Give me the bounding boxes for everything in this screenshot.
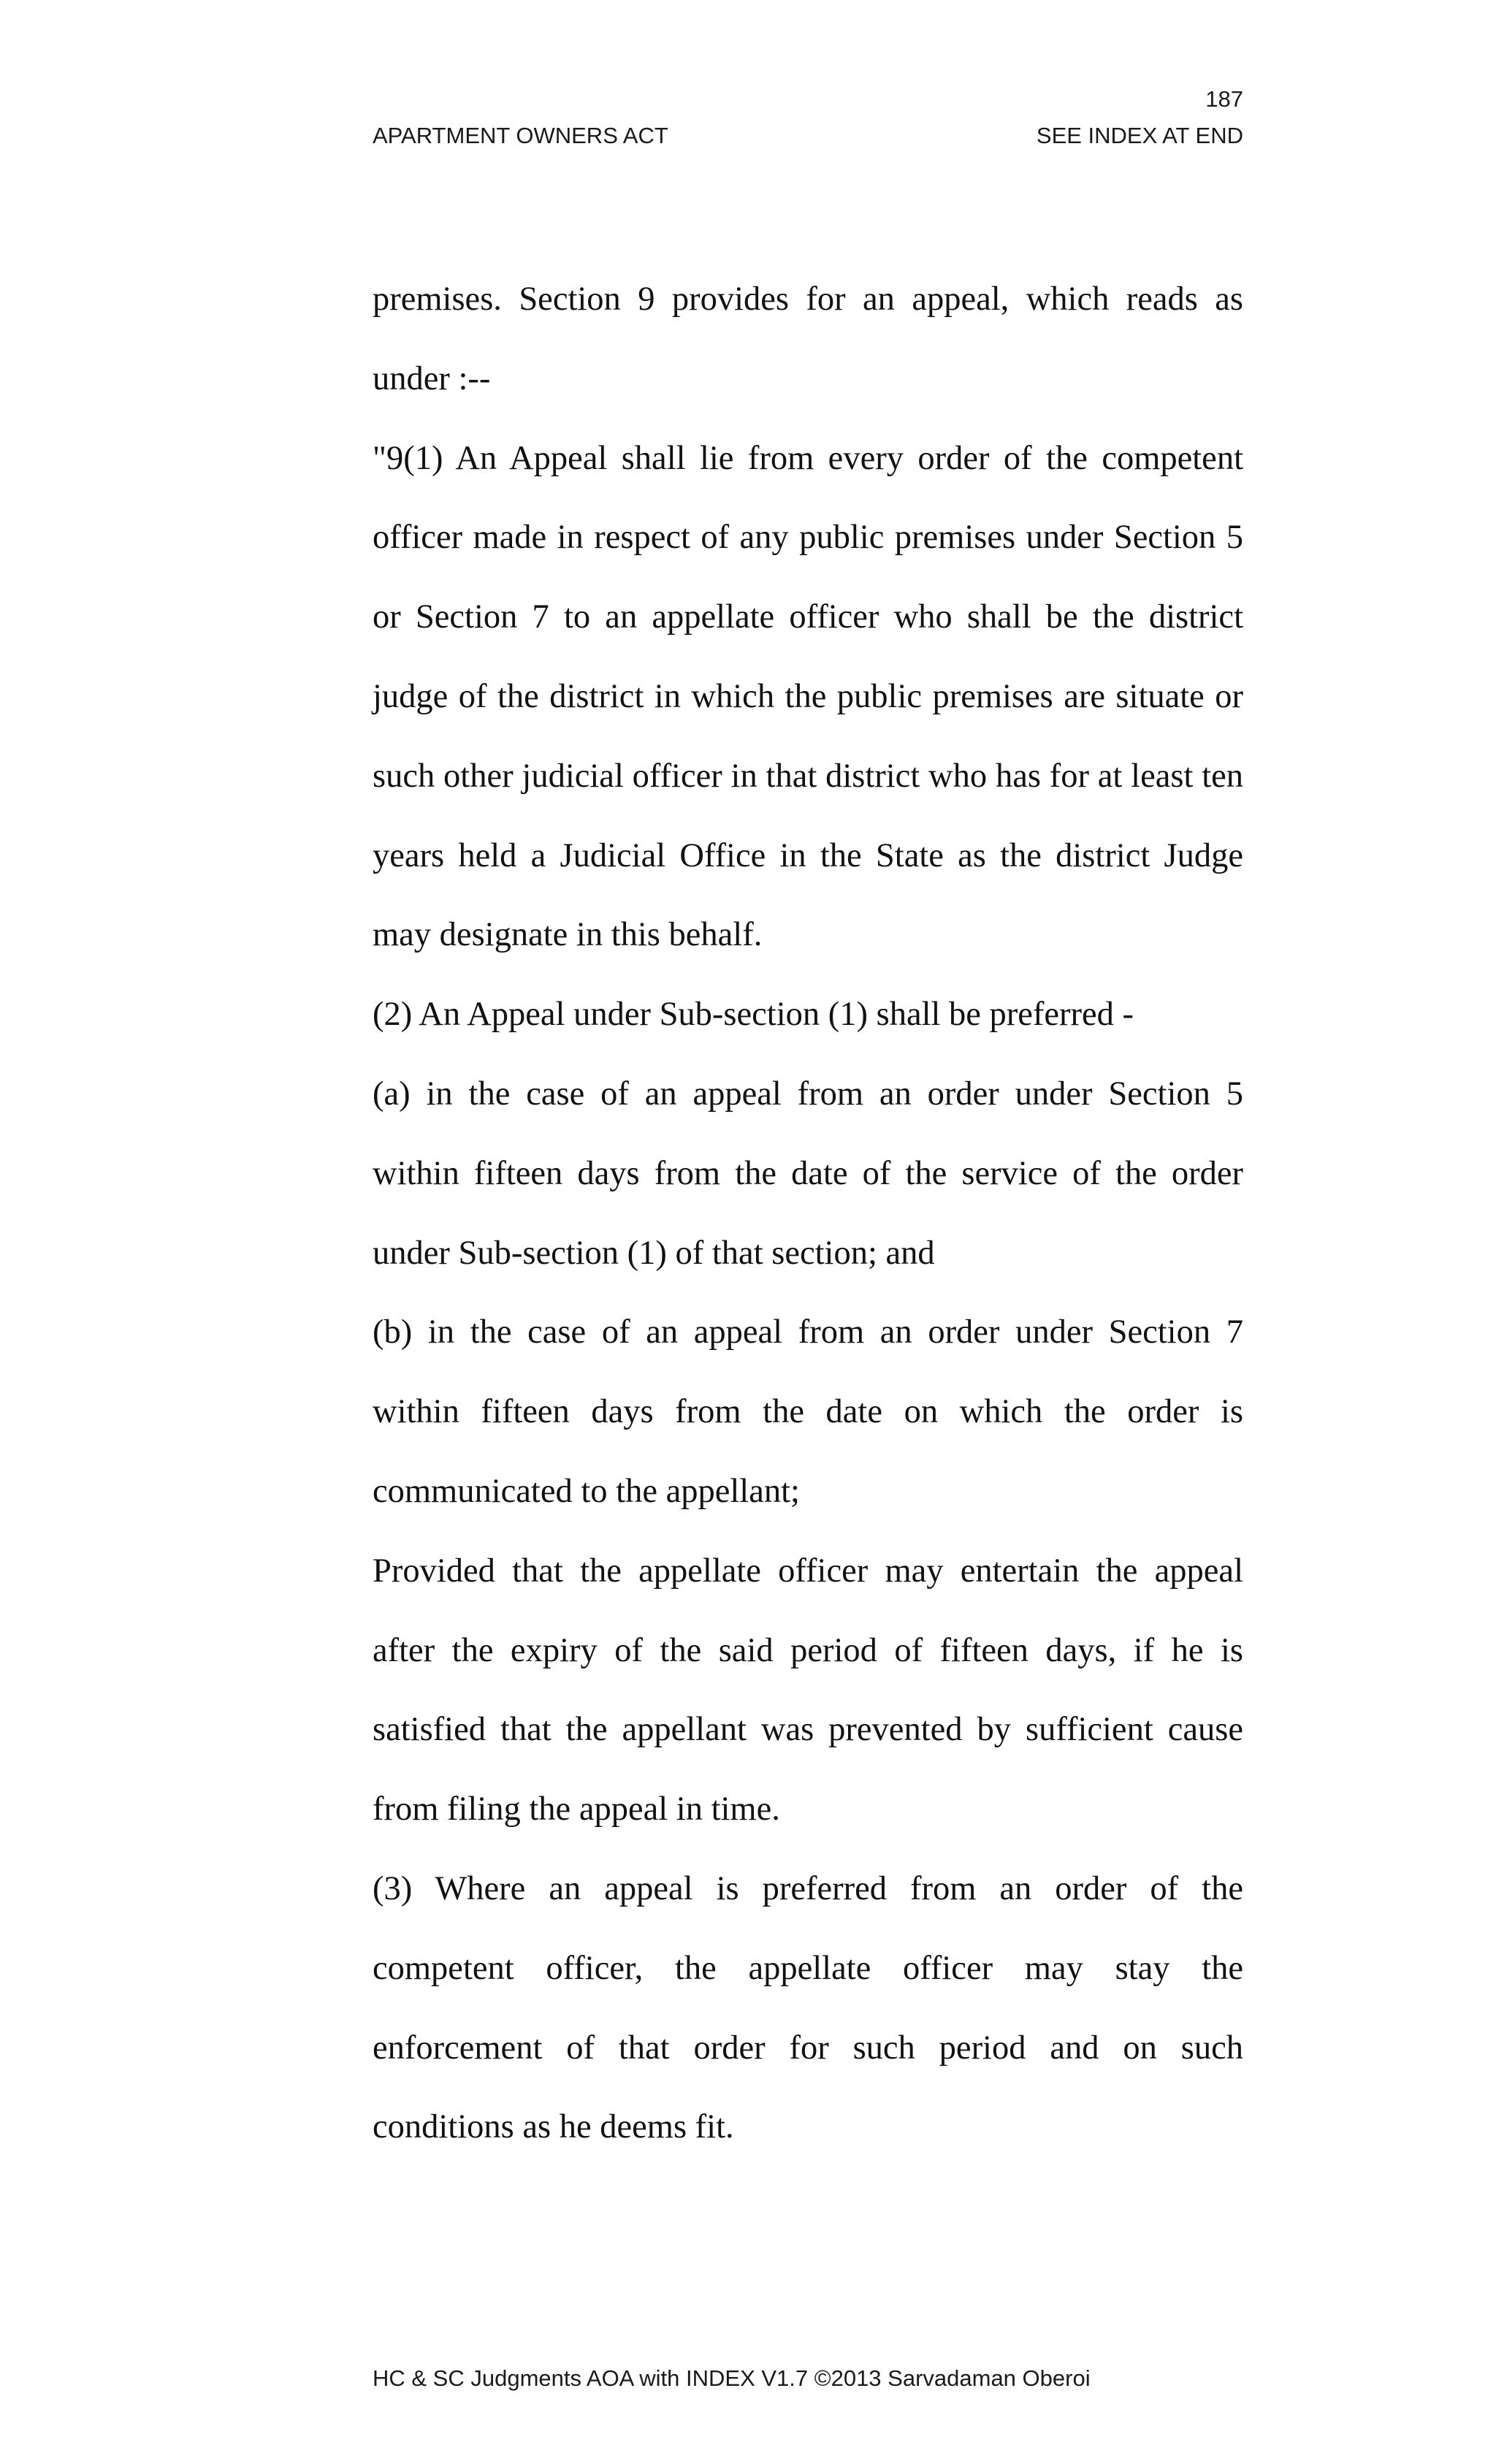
paragraph-proviso: Provided that the appellate officer may entertain the appeal after the expiry of the said period of fifteen days, if he is satisfied that the appellant was prevented by sufficient cause from filing the appeal in time. [373, 1552, 1243, 1828]
page-number: 187 [1205, 86, 1243, 112]
page-footer: HC & SC Judgments AOA with INDEX V1.7 ©2013 Sarvadaman Oberoi [373, 2365, 1091, 2391]
header-title: APARTMENT OWNERS ACT [373, 123, 668, 148]
body-text [373, 260, 1243, 2167]
paragraph-clause-a: (a) in the case of an appeal from an order under Section 5 within fifteen days from the date of the service of the order under Sub-section (1) of that section; and [373, 1075, 1243, 1272]
paragraph-intro: premises. Section 9 provides for an appeal, which reads as under :-- [373, 281, 1243, 397]
header-index-note: SEE INDEX AT END [1036, 123, 1243, 148]
paragraph-section-9-1: "9(1) An Appeal shall lie from every order of the competent officer made in respect of any public premises under Section 5 or Section 7 to an appellate officer who shall be the district judge of the district in which the public premises are situate or such other judicial officer in that district who has for at least ten years held a Judicial Office in the State as the district Judge may designate in this behalf. [373, 439, 1243, 954]
paragraph-section-9-2: (2) An Appeal under Sub-section (1) shall be preferred - [373, 996, 1134, 1034]
running-header [373, 123, 1243, 149]
paragraph-section-9-3: (3) Where an appeal is preferred from an order of the competent officer, the appellate officer may stay the enforcement of that order for such period and on such conditions as he deems fit. [373, 1869, 1243, 2146]
paragraph-clause-b: (b) in the case of an appeal from an order under Section 7 within fifteen days from the date on which the order is communicated to the appellant; [373, 1313, 1243, 1510]
